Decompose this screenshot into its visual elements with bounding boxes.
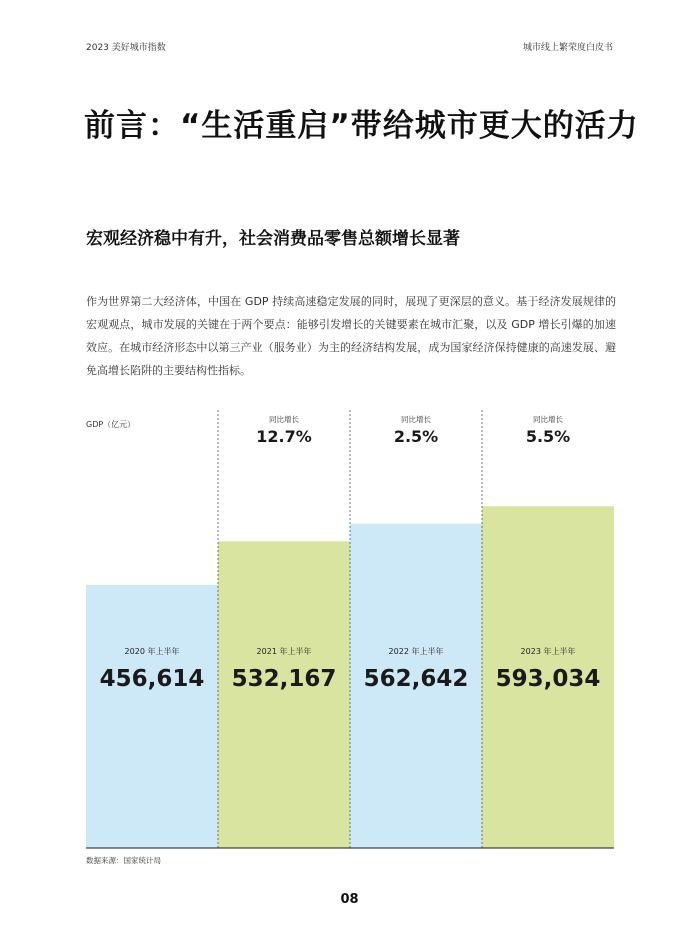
- bar-value-label: 532,167: [231, 666, 337, 692]
- growth-value: 5.5%: [525, 427, 571, 446]
- growth-value: 12.7%: [256, 427, 312, 446]
- page-number: 08: [340, 892, 359, 907]
- bar-category-label: 2021 年上半年: [256, 647, 312, 656]
- header-right: 城市线上繁荣度白皮书: [522, 43, 613, 53]
- growth-caption: 同比增长: [533, 415, 563, 424]
- bar-category-label: 2022 年上半年: [388, 647, 444, 656]
- data-source-note: 数据来源：国家统计局: [86, 856, 161, 865]
- bar-category-label: 2023 年上半年: [520, 647, 576, 656]
- bar: [218, 541, 350, 848]
- bar: [86, 585, 218, 848]
- growth-caption: 同比增长: [401, 415, 431, 424]
- y-axis-label: GDP（亿元）: [86, 420, 136, 429]
- growth-value: 2.5%: [393, 427, 439, 446]
- bar-value-label: 593,034: [495, 666, 601, 692]
- bar-value-label: 562,642: [363, 666, 469, 692]
- body-paragraph: 作为世界第二大经济体，中国在 GDP 持续高速稳定发展的同时，展现了更深层的意义。基于经济发展规律的宏观观点，城市发展的关键在于两个要点：能够引发增长的关键要素在城市汇聚，以及 GDP 增长引爆的加速效应。在城市经济形态中以第三产业（服务业）为主的经济结构发展，成为国家经济保持健康的高速发展、避免高增长陷阱的主要结构性指标。: [86, 295, 616, 377]
- bar-value-label: 456,614: [99, 666, 205, 692]
- page-title: 前言：“生活重启”带给城市更大的活力: [84, 108, 639, 144]
- growth-caption: 同比增长: [269, 415, 299, 424]
- section-title: 宏观经济稳中有升，社会消费品零售总额增长显著: [86, 229, 460, 249]
- header-left: 2023 美好城市指数: [86, 43, 166, 53]
- bar-category-label: 2020 年上半年: [124, 647, 180, 656]
